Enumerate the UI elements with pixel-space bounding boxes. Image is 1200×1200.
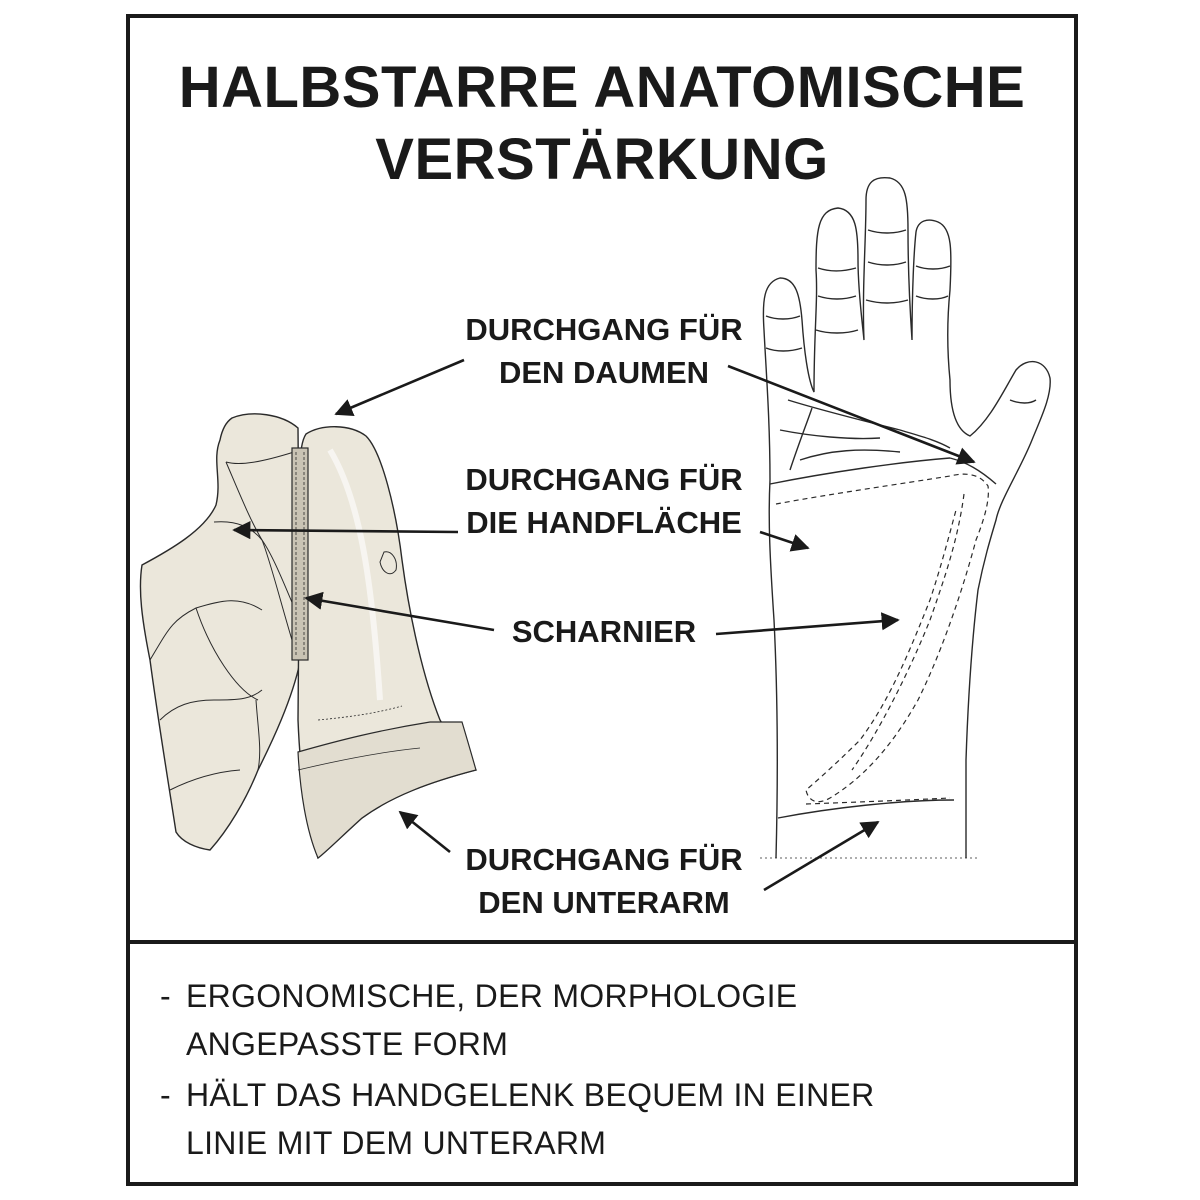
callout-palm-line-2: DIE HANDFLÄCHE bbox=[466, 505, 742, 540]
feature-bullet: - bbox=[160, 1077, 171, 1113]
feature-1-line-2: ANGEPASSTE FORM bbox=[186, 1026, 509, 1062]
callout-thumb-line-2: DEN DAUMEN bbox=[498, 355, 710, 390]
feature-item bbox=[160, 972, 875, 1068]
feature-1-line-1: ERGONOMISCHE, DER MORPHOLOGIE bbox=[186, 978, 798, 1014]
splint-outline-on-hand bbox=[776, 474, 988, 804]
splint-hinge bbox=[292, 448, 308, 660]
feature-list bbox=[160, 972, 875, 1170]
hand-outline bbox=[760, 178, 1050, 858]
feature-2-line-1: HÄLT DAS HANDGELENK BEQUEM IN EINER bbox=[186, 1077, 875, 1113]
callout-forearm bbox=[420, 838, 788, 924]
callout-thumb bbox=[420, 308, 788, 394]
splint-left-shell bbox=[140, 414, 300, 850]
feature-item bbox=[160, 1071, 875, 1167]
callout-palm bbox=[420, 458, 788, 544]
feature-2-line-2: LINIE MIT DEM UNTERARM bbox=[186, 1125, 607, 1161]
callout-thumb-line-1: DURCHGANG FÜR bbox=[465, 312, 743, 347]
callout-hinge-line-1: SCHARNIER bbox=[511, 614, 697, 649]
title-line-2: VERSTÄRKUNG bbox=[375, 127, 829, 192]
title-line-1: HALBSTARRE ANATOMISCHE bbox=[178, 55, 1026, 120]
callout-palm-line-1: DURCHGANG FÜR bbox=[465, 462, 743, 497]
callout-hinge bbox=[420, 610, 788, 653]
callout-forearm-line-2: DEN UNTERARM bbox=[478, 885, 730, 920]
callout-forearm-line-1: DURCHGANG FÜR bbox=[465, 842, 743, 877]
feature-bullet: - bbox=[160, 978, 171, 1014]
